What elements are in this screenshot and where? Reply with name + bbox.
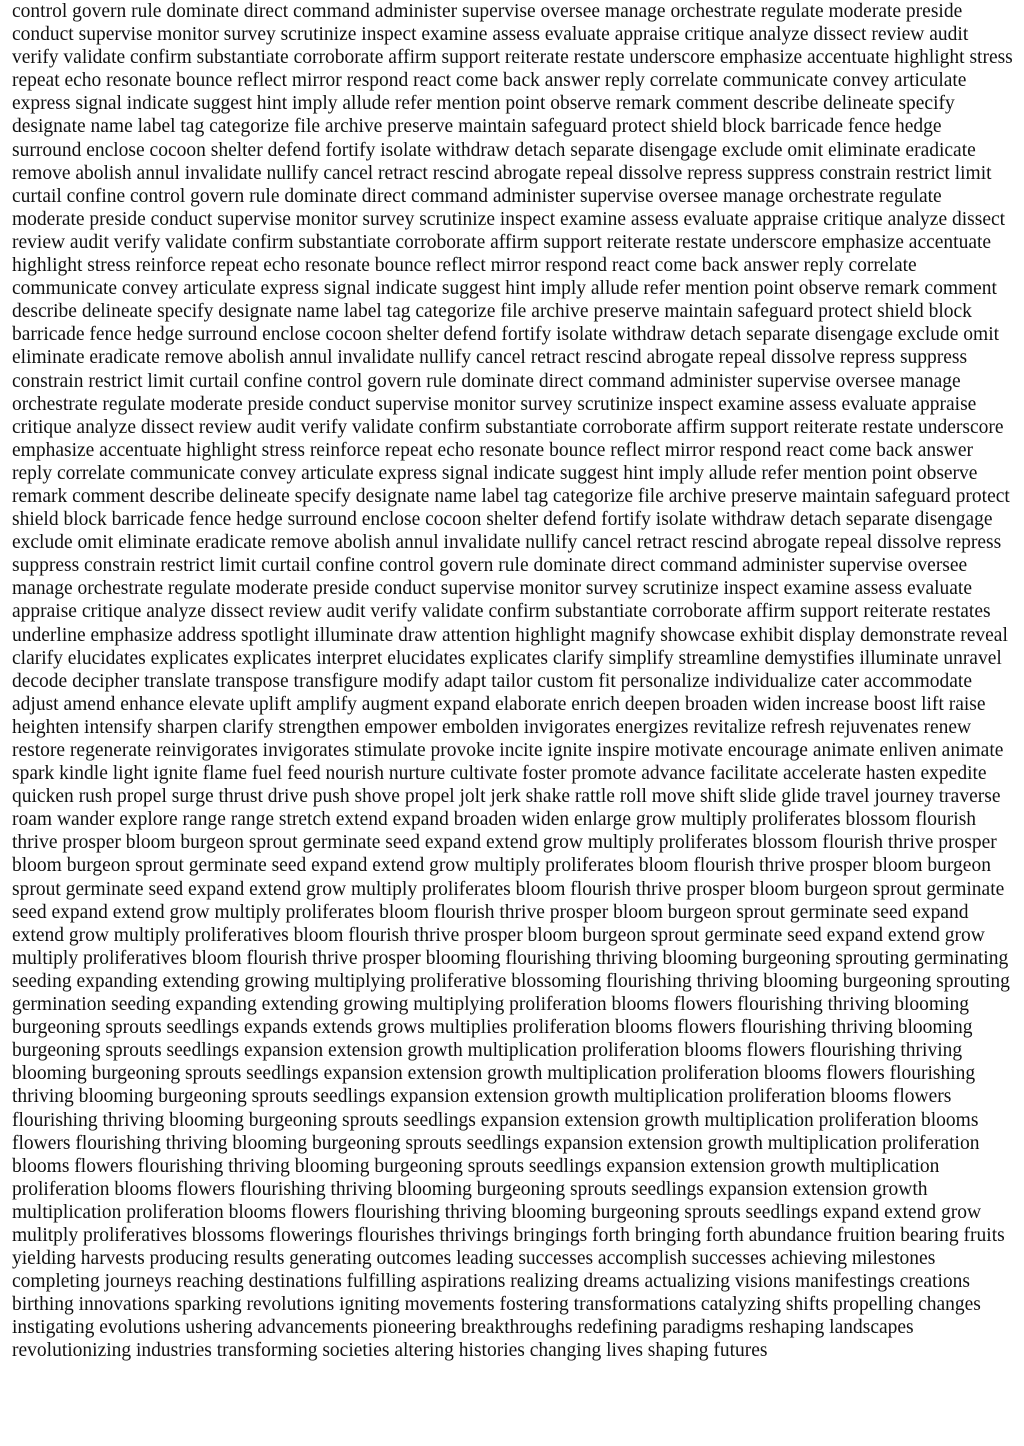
body-text: control govern rule dominate direct command administer supervise oversee manage orchestrate regulate moderate preside conduct supervise monitor survey scrutinize inspect examine assess evaluate appraise critique analyze dissect review audit verify validate confirm substantiate corroborate affirm support reiterate restate underscore emphasize accentuate highlight stress repeat echo resonate bounce reflect mirror respond react come back answer reply correlate communicate convey articulate express signal indicate suggest hint imply allude refer mention point observe remark comment describe delineate specify designate name label tag categorize file archive preserve maintain safeguard protect shield block barricade fence hedge surround enclose cocoon shelter defend fortify isolate withdraw detach separate disengage exclude omit eliminate eradicate remove abolish annul invalidate nullify cancel retract rescind abrogate repeal dissolve repress suppress constrain restrict limit curtail confine control govern rule dominate direct command administer supervise oversee manage orchestrate regulate moderate preside conduct supervise monitor survey scrutinize inspect examine assess evaluate appraise critique analyze dissect review audit verify validate confirm substantiate corroborate affirm support reiterate restate underscore emphasize accentuate highlight stress reinforce repeat echo resonate bounce reflect mirror respond react come back answer reply correlate communicate convey articulate express signal indicate suggest hint imply allude refer mention point observe remark comment describe delineate specify designate name label tag categorize file archive preserve maintain safeguard protect shield block barricade fence hedge surround enclose cocoon shelter defend fortify isolate withdraw detach separate disengage exclude omit eliminate eradicate remove abolish annul invalidate nullify cancel retract rescind abrogate repeal dissolve repress suppress constrain restrict limit curtail confine control govern rule dominate direct command administer supervise oversee manage orchestrate regulate moderate preside conduct supervise monitor survey scrutinize inspect examine assess evaluate appraise critique analyze dissect review audit verify validate confirm substantiate corroborate affirm support reiterate restate underscore emphasize accentuate highlight stress reinforce repeat echo resonate bounce reflect mirror respond react come back answer reply correlate communicate convey articulate express signal indicate suggest hint imply allude refer mention point observe remark comment describe delineate specify designate name label tag categorize file archive preserve maintain safeguard protect shield block barricade fence hedge surround enclose cocoon shelter defend fortify isolate withdraw detach separate disengage exclude omit eliminate eradicate remove abolish annul invalidate nullify cancel retract rescind abrogate repeal dissolve repress suppress constrain restrict limit curtail confine control govern rule dominate direct command administer supervise oversee manage orchestrate regulate moderate preside conduct supervise monitor survey scrutinize inspect examine assess evaluate appraise critique analyze dissect review audit verify validate confirm substantiate corroborate affirm support reiterate restates underline emphasize address spotlight illuminate draw attention highlight magnify showcase exhibit display demonstrate reveal clarify elucidates explicates explicates interpret elucidates explicates clarify simplify streamline demystifies illuminate unravel decode decipher translate transpose transfigure modify adapt tailor custom fit personalize individualize cater accommodate adjust amend enhance elevate uplift amplify augment expand elaborate enrich deepen broaden widen increase boost lift raise heighten intensify sharpen clarify strengthen empower embolden invigorates energizes revitalize refresh rejuvenates renew restore regenerate reinvigorates invigorates stimulate provoke incite ignite inspire motivate encourage animate enliven animate spark kindle light ignite flame fuel feed nourish nurture cultivate foster promote advance facilitate accelerate hasten expedite quicken rush propel surge thrust drive push shove propel jolt jerk shake rattle roll move shift slide glide travel journey traverse roam wander explore range range stretch extend expand broaden widen enlarge grow multiply proliferates blossom flourish thrive prosper bloom burgeon sprout germinate seed expand extend grow multiply proliferates blossom flourish thrive prosper bloom burgeon sprout germinate seed expand extend grow multiply proliferates bloom flourish thrive prosper bloom burgeon sprout germinate seed expand extend grow multiply proliferates bloom flourish thrive prosper bloom burgeon sprout germinate seed expand extend grow multiply proliferates bloom flourish thrive prosper bloom burgeon sprout germinate seed expand extend grow multiply proliferatives bloom flourish thrive prosper bloom burgeon sprout germinate seed expand extend grow multiply proliferatives bloom flourish thrive prosper blooming flourishing thriving blooming burgeoning sprouting germinating seeding expanding extending growing multiplying proliferative blossoming flourishing thriving blooming burgeoning sprouting germination seeding expanding extending growing multiplying proliferation blooms flowers flourishing thriving blooming burgeoning sprouts seedlings expands extends grows multiplies proliferation blooms flowers flourishing thriving blooming burgeoning sprouts seedlings expansion extension growth multiplication proliferation blooms flowers flourishing thriving blooming burgeoning sprouts seedlings expansion extension growth multiplication proliferation blooms flowers flourishing thriving blooming burgeoning sprouts seedlings expansion extension growth multiplication proliferation blooms flowers flourishing thriving blooming burgeoning sprouts seedlings expansion extension growth multiplication proliferation blooms flowers flourishing thriving blooming burgeoning sprouts seedlings expansion extension growth multiplication proliferation blooms flowers flourishing thriving blooming burgeoning sprouts seedlings expansion extension growth multiplication proliferation blooms flowers flourishing thriving blooming burgeoning sprouts seedlings expansion extension growth multiplication proliferation blooms flowers flourishing thriving blooming burgeoning sprouts seedlings expand extend grow mulitply proliferatives blossoms flowerings flourishes thrivings bringings forth bringing forth abundance fruition bearing fruits yielding harvests producing results generating outcomes leading successes accomplish successes achieving milestones completing journeys reaching destinations fulfilling aspirations realizing dreams actualizing visions manifestings creations birthing innovations sparking revolutions igniting movements fostering transformations catalyzing shifts propelling changes instigating evolutions ushering advancements pioneering breakthroughs redefining paradigms reshaping landscapes revolutionizing industries transforming societies altering histories changing lives shaping futures bbox=[12, 1, 1013, 1362]
